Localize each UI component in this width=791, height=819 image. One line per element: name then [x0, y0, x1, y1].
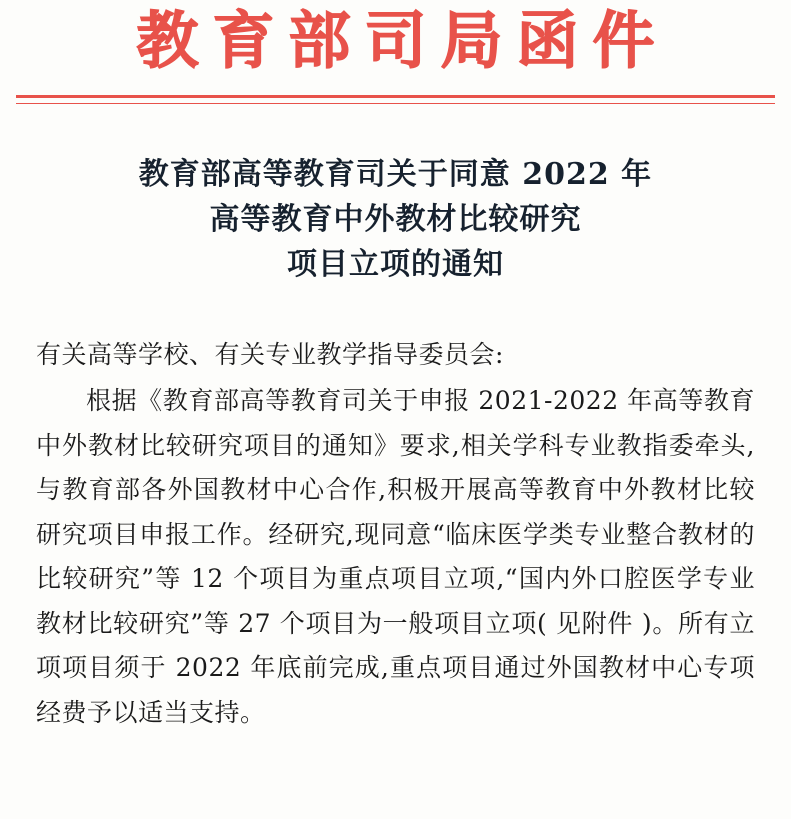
- masthead-rules: [0, 95, 791, 104]
- document-title-line-2: 高等教育中外教材比较研究: [209, 201, 582, 237]
- document-title: [0, 152, 791, 287]
- body-paragraph: 根据《教育部高等教育司关于申报 2021-2022 年高等教育中外教材比较研究项目的通知》要求,相关学科专业教指委牵头,与教育部各外国教材中心合作,积极开展高等教育中外教材比较研究项目申报工作。经研究,现同意“临床医学类专业整合教材的比较研究”等 12 个项目为重点项目立项,“国内外口腔医学专业教材比较研究”等 27 个项目为一般项目立项( 见附件 )。所有立项项目须于 2022 年底前完成,重点项目通过外国教材中心专项经费予以适当支持。: [36, 386, 755, 727]
- document-body: [36, 333, 755, 736]
- masthead-rule-thin: [16, 103, 775, 104]
- masthead-rule-thick: [16, 95, 775, 98]
- masthead: [0, 0, 791, 104]
- document-title-line-1: 教育部高等教育司关于同意 2022 年: [138, 156, 653, 192]
- salutation: 有关高等学校、有关专业教学指导委员会:: [36, 339, 504, 369]
- document-title-line-3: 项目立项的通知: [287, 246, 504, 282]
- masthead-title: 教育部司局函件: [136, 4, 669, 77]
